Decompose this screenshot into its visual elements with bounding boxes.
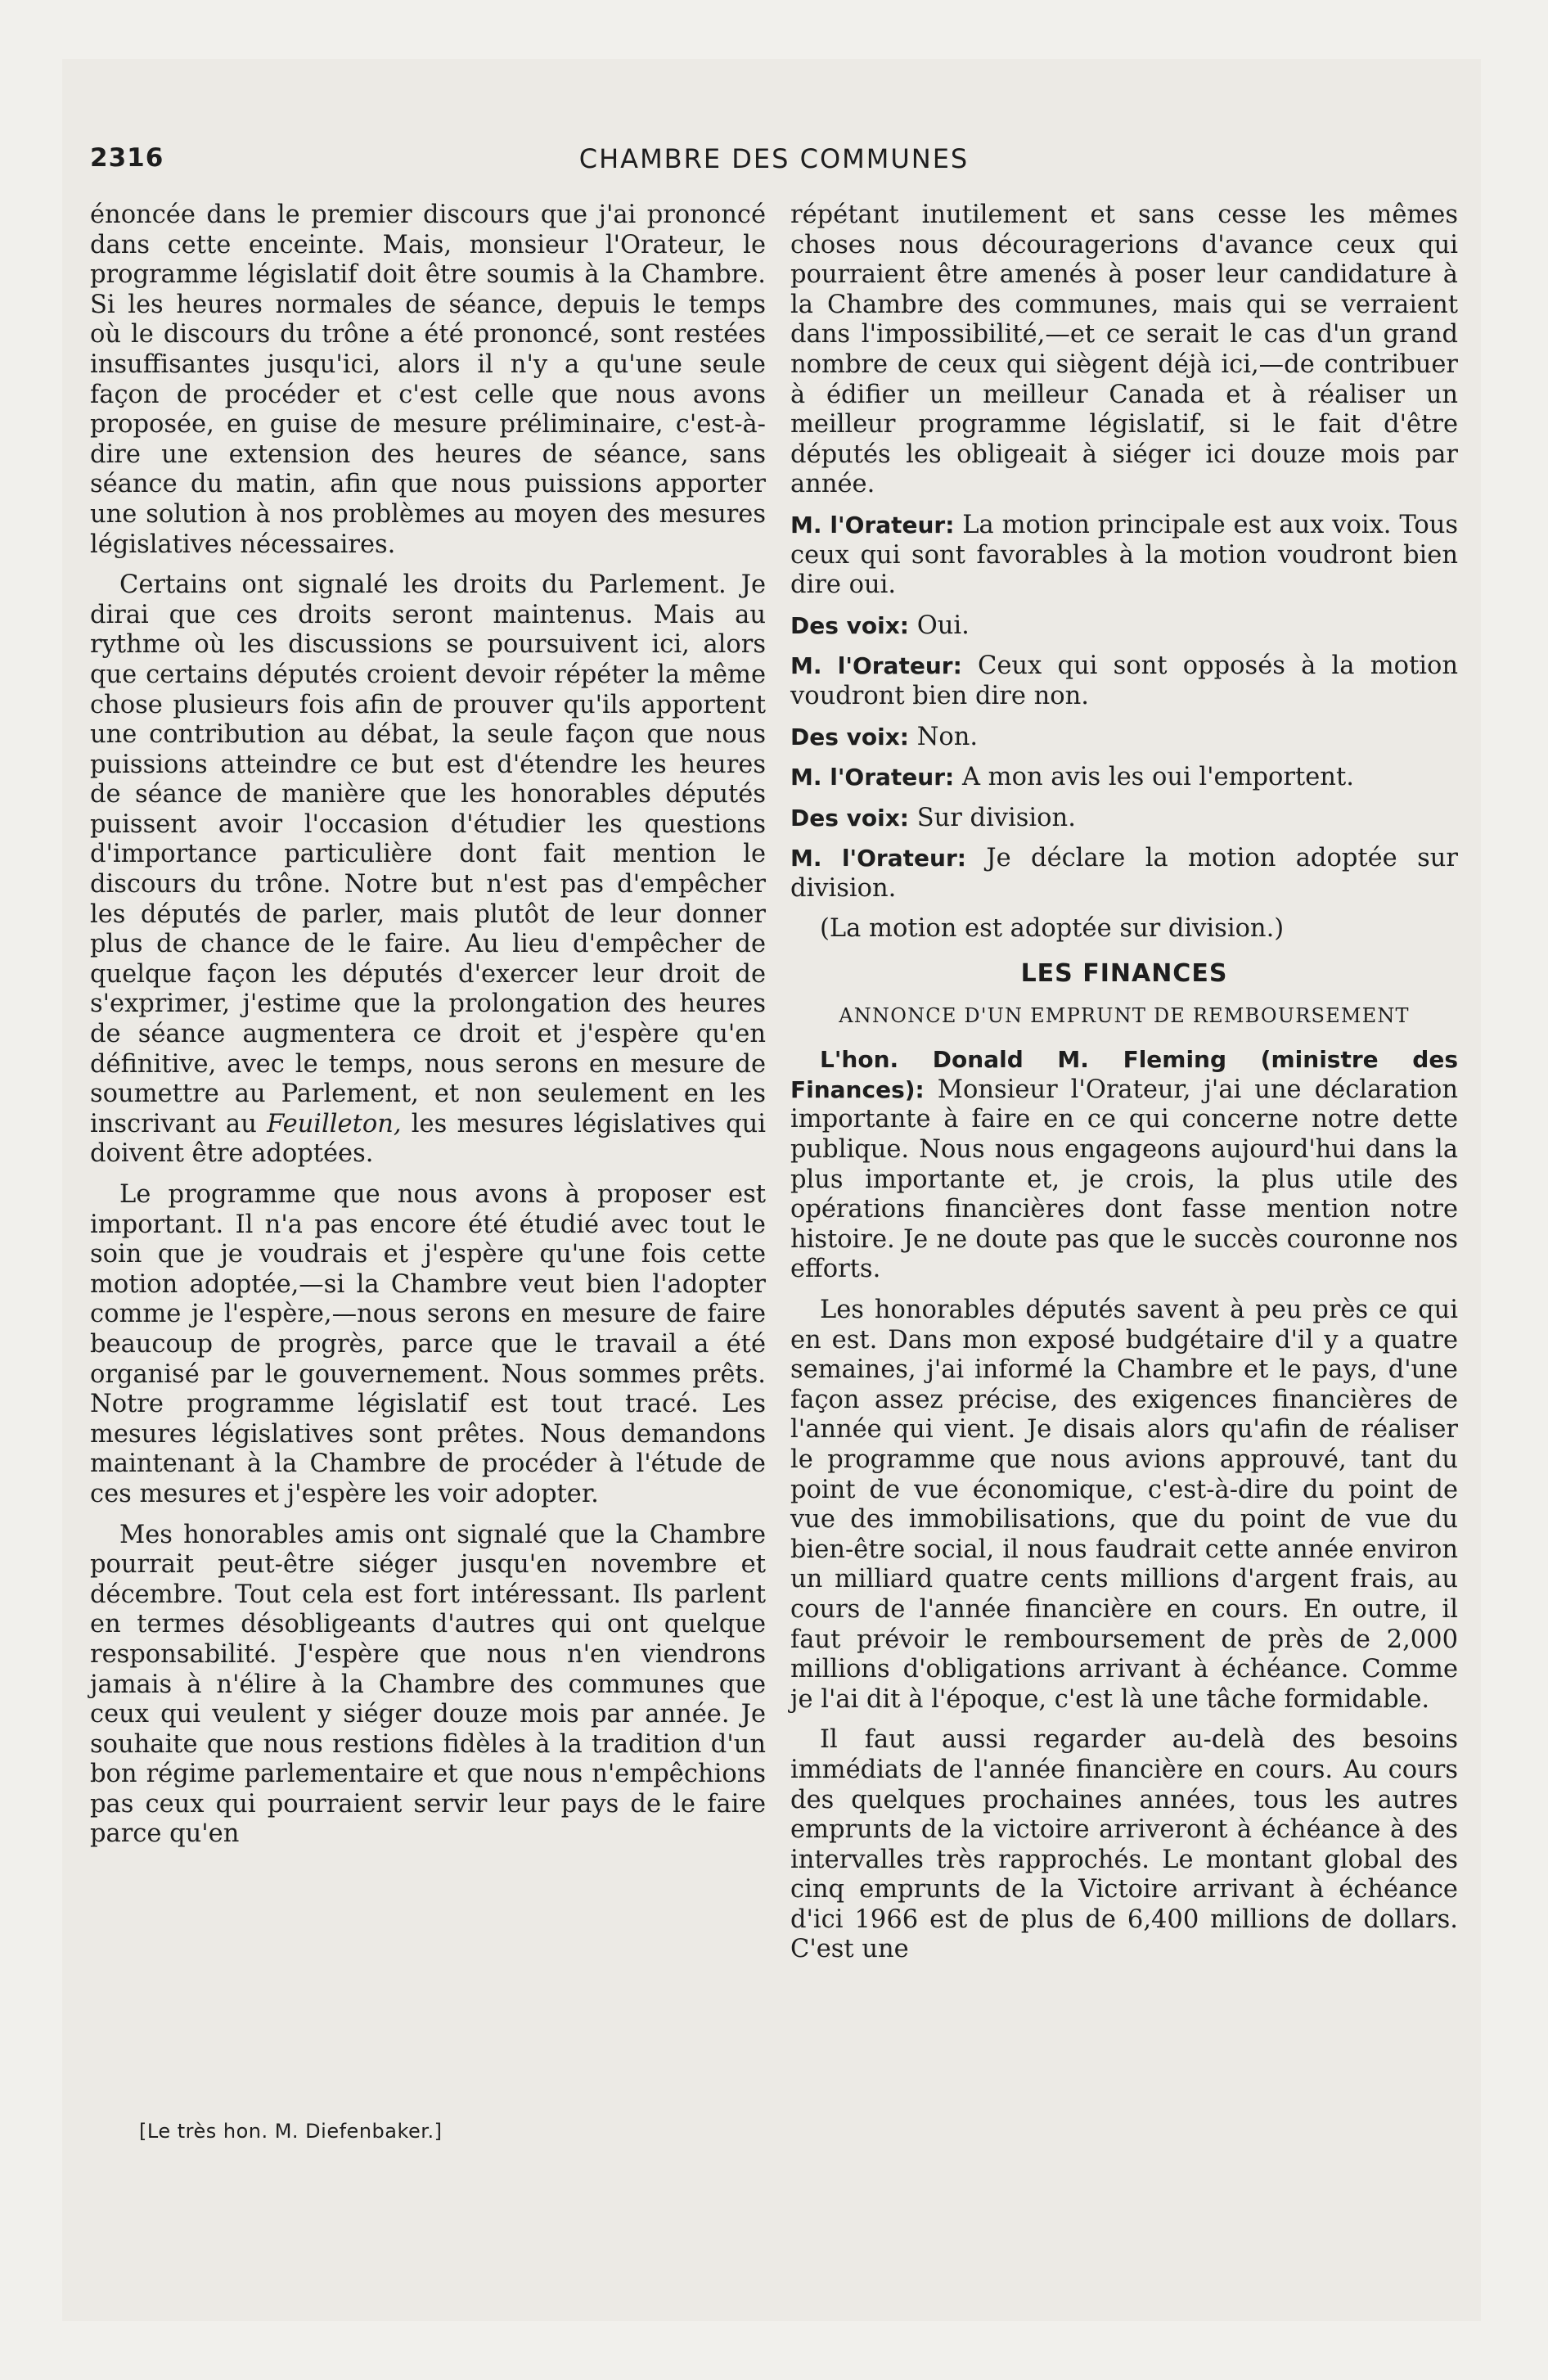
right-column	[790, 201, 1458, 1976]
exchange-line: M. l'Orateur: La motion principale est aux voix. Tous ceux qui sont favorables à la motion voudront bien dire oui.	[790, 510, 1458, 600]
paragraph: Il faut aussi regarder au-delà des besoins immédiats de l'année financière en cours. Au cours des quelques prochaines années, tous les autres emprunts de la victoire arriveront à échéance à des intervalles très rapprochés. Le montant global des cinq emprunts de la Victoire arrivant à échéance d'ici 1966 est de plus de 6,400 millions de dollars. C'est une	[790, 1725, 1458, 1964]
paragraph: L'hon. Donald M. Fleming (ministre des Finances): Monsieur l'Orateur, j'ai une déclaration importante à faire en ce qui concerne notre dette publique. Nous nous engageons aujourd'hui dans la plus importante et, je crois, la plus utile des opérations financières dont fasse mention notre histoire. Je ne doute pas que le succès couronne nos efforts.	[790, 1046, 1458, 1284]
exchange-line: M. l'Orateur: A mon avis les oui l'emportent.	[790, 763, 1354, 792]
paragraph: Les honorables députés savent à peu près ce qui en est. Dans mon exposé budgétaire d'il y a quatre semaines, j'ai informé la Chambre et le pays, d'une façon assez précise, des exigences financières de l'année qui vient. Je disais alors qu'afin de réaliser le programme que nous avions approuvé, tant du point de vue économique, c'est-à-dire du point de vue des immobilisations, que du point de vue du bien-être social, il nous faudrait cette année environ un milliard quatre cents millions d'argent frais, au cours de l'année financière en cours. En outre, il faut prévoir le remboursement de près de 2,000 millions d'obligations arrivant à échéance. Comme je l'ai dit à l'époque, c'est là une tâche formidable.	[790, 1296, 1458, 1714]
paragraph: Le programme que nous avons à proposer est important. Il n'a pas encore été étudié avec tout le soin que je voudrais et j'espère qu'une fois cette motion adoptée,—si la Chambre veut bien l'adopter comme je l'espère,—nous serons en mesure de faire beaucoup de progrès, parce que le travail a été organisé par le gouvernement. Nous sommes prêts. Notre programme législatif est tout tracé. Les mesures législatives sont prêtes. Nous demandons maintenant à la Chambre de procéder à l'étude de ces mesures et j'espère les voir adopter.	[90, 1180, 766, 1508]
speaker-name: M. l'Orateur:	[790, 845, 966, 872]
speaker-name: Des voix:	[790, 804, 909, 832]
exchange-line: M. l'Orateur: Ceux qui sont opposés à la motion voudront bien dire non.	[790, 651, 1458, 710]
page-number: 2316	[90, 143, 164, 173]
paragraph: énoncée dans le premier discours que j'ai prononcé dans cette enceinte. Mais, monsieur l'Orateur, le programme législatif doit être soumis à la Chambre. Si les heures normales de séance, depuis le temps où le discours du trône a été prononcé, sont restées insuffisantes jusqu'ici, alors il n'y a qu'une seule façon de procéder et c'est celle que nous avons proposée, en guise de mesure préliminaire, c'est-à-dire une extension des heures de séance, sans séance du matin, afin que nous puissions apporter une solution à nos problèmes au moyen des mesures législatives nécessaires.	[90, 201, 766, 559]
exchange-line: M. l'Orateur: Je déclare la motion adoptée sur division.	[790, 844, 1458, 903]
exchange-line: Des voix: Sur division.	[790, 803, 1076, 832]
paragraph: Mes honorables amis ont signalé que la Chambre pourrait peut-être siéger jusqu'en novembre et décembre. Tout cela est fort intéressant. Ils parlent en termes désobligeants d'autres qui ont quelque responsabilité. J'espère que nous n'en viendrons jamais à n'élire à la Chambre des communes que ceux qui veulent y siéger douze mois par année. Je souhaite que nous restions fidèles à la tradition d'un bon régime parlementaire et que nous n'empêchions pas ceux qui pourraient servir leur pays de le faire parce qu'en	[90, 1520, 766, 1849]
speaker-name: Des voix:	[790, 611, 909, 639]
speaker-name: M. l'Orateur:	[790, 511, 955, 539]
speaker-name: M. l'Orateur:	[790, 764, 955, 791]
adopted-note: (La motion est adoptée sur division.)	[820, 914, 1285, 944]
speaker-attribution: [Le très hon. M. Diefenbaker.]	[139, 2120, 443, 2143]
paragraph: Certains ont signalé les droits du Parlement. Je dirai que ces droits seront maintenus. Mais au rythme où les discussions se poursuivent ici, alors que certains députés croient devoir répéter la même chose plusieurs fois afin de prouver qu'ils apportent une contribution au débat, la seule façon que nous puissions atteindre ce but est d'étendre les heures de séance de manière que les honorables députés puissent avoir l'occasion d'étudier les questions d'importance particulière dont fait mention le discours du trône. Notre but n'est pas d'empêcher les députés de parler, mais plutôt de leur donner plus de chance de le faire. Au lieu d'empêcher de quelque façon les députés d'exercer leur droit de s'exprimer, j'estime que la prolongation des heures de séance augmentera ce droit et j'espère qu'en définitive, avec le temps, nous serons en mesure de soumettre au Parlement, et non seulement en les inscrivant au Feuilleton, les mesures législatives qui doivent être adoptées.	[90, 570, 766, 1169]
paragraph: répétant inutilement et sans cesse les mêmes choses nous découragerions d'avance ceux qui pourraient être amenés à poser leur candidature à la Chambre des communes, mais qui se verraient dans l'impossibilité,—et ce serait le cas d'un grand nombre de ceux qui siègent déjà ici,—de contribuer à édifier un meilleur Canada et à réaliser un meilleur programme législatif, si le fait d'être députés les obligeait à siéger ici douze mois par année.	[790, 201, 1458, 499]
left-column	[90, 201, 766, 1860]
section-title: LES FINANCES	[1020, 959, 1228, 989]
running-title: CHAMBRE DES COMMUNES	[578, 143, 970, 174]
subsection-title: ANNONCE D'UN EMPRUNT DE REMBOURSEMENT	[839, 1003, 1410, 1027]
page-header	[90, 143, 1458, 192]
italic-term: Feuilleton,	[267, 1109, 402, 1138]
speaker-name: L'hon. Donald M. Fleming (ministre des Finances):	[790, 1046, 1458, 1103]
exchange-line: Des voix: Non.	[790, 722, 979, 751]
speaker-name: M. l'Orateur:	[790, 652, 962, 680]
speaker-name: Des voix:	[790, 723, 909, 751]
exchange-line: Des voix: Oui.	[790, 611, 970, 640]
